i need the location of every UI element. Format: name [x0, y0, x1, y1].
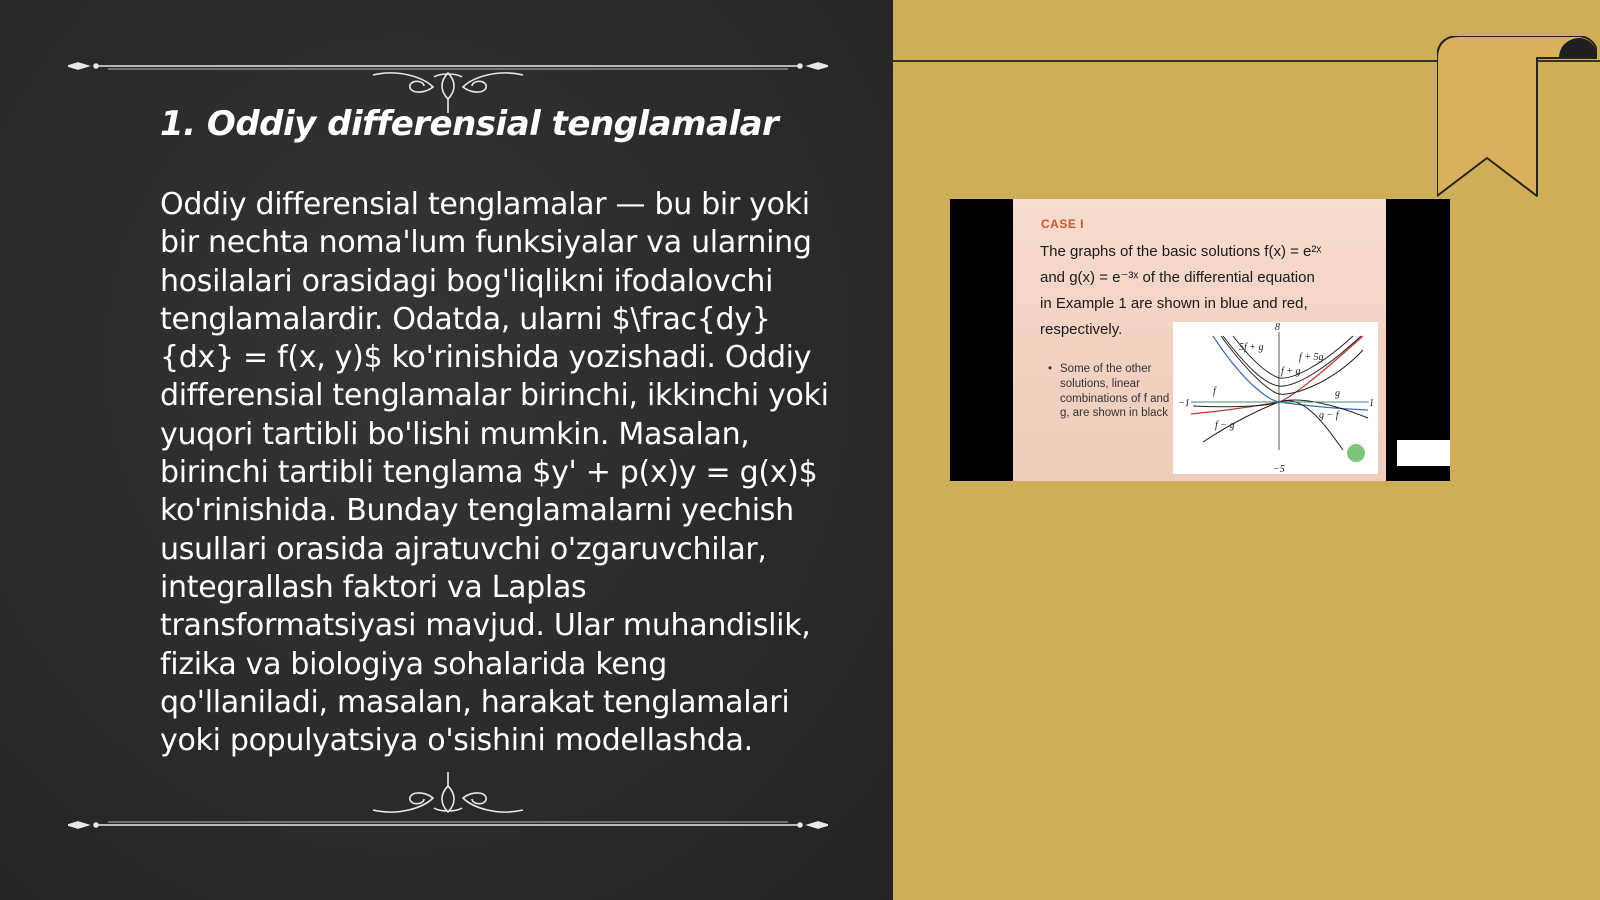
graph-x-right-label: 1 — [1369, 398, 1374, 409]
curve-label: g — [1335, 388, 1340, 399]
case-label: CASE I — [1041, 217, 1085, 231]
graph-y-bottom-label: −5 — [1273, 464, 1285, 474]
graph-x-left-label: −1 — [1178, 398, 1190, 409]
curve-label: g − f — [1319, 410, 1339, 421]
curve-label: f − g — [1215, 420, 1235, 431]
curve-label: 5f + g — [1239, 342, 1264, 353]
slide-body-text: Oddiy differensial tenglamalar — bu bir yoki bir nechta noma'lum funksiyalar va ularning hosilalari orasidagi bog'liqlikni ifodalovchi tenglamalardir. Odatda, ularni $\frac{dy}{dx} = f(x, y)$ ko'rinishida yozishadi. Oddiy differensial tenglamalar birinchi, ikkinchi yoki yuqori tartibli bo'lishi mumkin. Masalan, birinchi tartibli tenglama $y' + p(x)y = g(x)$ ko'rinishida. Bunday tenglamalarni yechish usullari orasida ajratuvchi o'zgaruvchilar, integrallash faktori va Laplas transformatsiyasi mavjud. Ular muhandislik, fizika va biologiya sohalarida keng qo'llaniladi, masalan, harakat tenglamalari yoki populyatsiya o'sishini modellashda. — [160, 187, 829, 759]
figure-note — [1048, 362, 1170, 421]
caption-line: in Example 1 are shown in blue and red, — [1040, 295, 1308, 312]
bottom-ornament-divider — [68, 770, 828, 830]
caption-line: and g(x) = e⁻³ˣ of the differential equation — [1040, 269, 1315, 286]
bookmark-ribbon-decoration — [1437, 36, 1597, 201]
slide-title: 1. Oddiy differensial tenglamalar — [160, 104, 779, 144]
presenter-popup — [1397, 440, 1450, 466]
caption-line: respectively. — [1040, 321, 1123, 338]
bullet-icon: • — [1048, 363, 1053, 375]
curve-label: f — [1213, 386, 1216, 397]
curve-label: f + 5g — [1299, 352, 1324, 363]
caption-line: The graphs of the basic solutions f(x) = e²ˣ — [1040, 243, 1322, 260]
curve-label: f + g — [1281, 366, 1301, 377]
figure-page — [1013, 199, 1386, 481]
note-text: Some of the other solutions, linear combinations of f and g, are shown in black — [1060, 363, 1170, 420]
graph-y-top-label: 8 — [1275, 322, 1280, 333]
example-figure-image — [950, 199, 1450, 481]
presenter-avatar-icon — [1347, 444, 1365, 462]
